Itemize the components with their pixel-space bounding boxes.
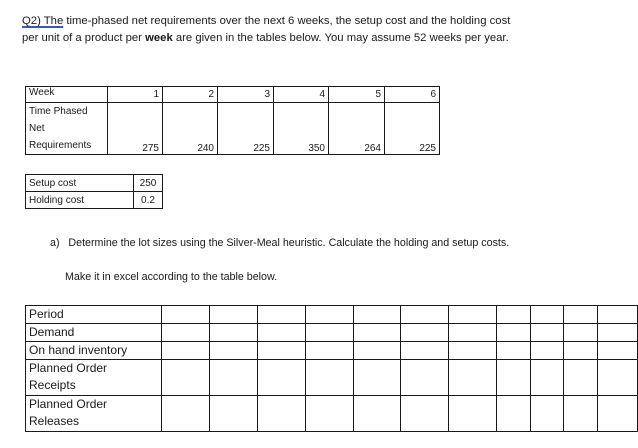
empty-cell	[597, 396, 637, 432]
setup-cost-row	[26, 175, 163, 192]
requirements-label-line: Time Phased	[29, 106, 88, 117]
empty-cell	[257, 396, 305, 432]
instruction-text: Make it in excel according to the table below.	[65, 271, 278, 283]
requirement-cell: 225	[218, 103, 274, 155]
releases-label-line: Releases	[29, 414, 80, 428]
requirements-label-line: Net	[29, 123, 45, 134]
empty-cell	[162, 360, 210, 396]
week-cell: 6	[385, 87, 440, 103]
empty-cell	[401, 306, 449, 324]
empty-cell	[353, 324, 401, 342]
cost-table	[25, 174, 163, 209]
empty-cell	[530, 342, 564, 360]
week-cell: 2	[163, 87, 218, 103]
empty-cell	[305, 324, 353, 342]
week-label: Week	[26, 87, 108, 103]
releases-row	[26, 396, 638, 432]
question-text	[22, 13, 622, 47]
empty-cell	[210, 342, 258, 360]
holding-cost-value: 0.2	[134, 192, 163, 209]
empty-cell	[257, 306, 305, 324]
period-row	[26, 306, 638, 324]
empty-cell	[497, 306, 531, 324]
empty-cell	[564, 324, 598, 342]
on-hand-label: On hand inventory	[26, 342, 162, 360]
empty-cell	[530, 324, 564, 342]
holding-cost-row	[26, 192, 163, 209]
empty-cell	[257, 342, 305, 360]
question-line-1-text: time-phased net requirements over the next 6 weeks, the setup cost and the holding cost	[63, 15, 511, 27]
empty-cell	[210, 306, 258, 324]
empty-cell	[401, 324, 449, 342]
empty-cell	[353, 396, 401, 432]
question-line-2-end: are given in the tables below. You may assume 52 weeks per year.	[172, 32, 509, 44]
week-cell: 4	[274, 87, 329, 103]
week-cell: 1	[108, 87, 163, 103]
receipts-label-line: Planned Order	[29, 361, 108, 375]
empty-cell	[597, 324, 637, 342]
empty-cell	[564, 306, 598, 324]
empty-cell	[257, 360, 305, 396]
empty-cell	[305, 342, 353, 360]
empty-cell	[257, 324, 305, 342]
requirement-cell: 264	[329, 103, 385, 155]
empty-cell	[162, 396, 210, 432]
requirements-row	[26, 103, 440, 155]
empty-cell	[530, 306, 564, 324]
empty-cell	[449, 360, 497, 396]
week-cell: 3	[218, 87, 274, 103]
empty-cell	[597, 360, 637, 396]
requirement-cell: 350	[274, 103, 329, 155]
empty-cell	[162, 342, 210, 360]
empty-cell	[449, 324, 497, 342]
empty-cell	[401, 360, 449, 396]
empty-cell	[530, 396, 564, 432]
requirement-cell: 240	[163, 103, 218, 155]
empty-cell	[497, 360, 531, 396]
question-line-2	[22, 30, 622, 47]
period-label: Period	[26, 306, 162, 324]
setup-cost-label: Setup cost	[26, 175, 134, 192]
requirement-cell: 225	[385, 103, 440, 155]
question-line-2-start: per unit of a product per	[22, 32, 146, 44]
empty-cell	[597, 306, 637, 324]
empty-cell	[497, 396, 531, 432]
question-number: Q2) The	[22, 15, 64, 27]
demand-label: Demand	[26, 324, 162, 342]
week-cell: 5	[329, 87, 385, 103]
empty-cell	[497, 342, 531, 360]
requirements-table	[25, 86, 440, 155]
planning-table	[25, 305, 638, 432]
empty-cell	[162, 324, 210, 342]
question-line-1	[22, 13, 622, 30]
empty-cell	[353, 342, 401, 360]
empty-cell	[401, 396, 449, 432]
requirements-label	[26, 103, 108, 155]
holding-cost-label: Holding cost	[26, 192, 134, 209]
empty-cell	[401, 342, 449, 360]
setup-cost-value: 250	[134, 175, 163, 192]
demand-row	[26, 324, 638, 342]
empty-cell	[449, 306, 497, 324]
receipts-label	[26, 360, 162, 396]
week-row	[26, 87, 440, 103]
empty-cell	[210, 396, 258, 432]
releases-label-line: Planned Order	[29, 397, 108, 411]
empty-cell	[210, 360, 258, 396]
question-bold-word: week	[145, 32, 173, 44]
empty-cell	[497, 324, 531, 342]
empty-cell	[353, 306, 401, 324]
empty-cell	[449, 396, 497, 432]
empty-cell	[162, 306, 210, 324]
receipts-label-line: Receipts	[29, 378, 76, 392]
requirement-cell: 275	[108, 103, 163, 155]
empty-cell	[564, 342, 598, 360]
empty-cell	[449, 342, 497, 360]
empty-cell	[353, 360, 401, 396]
empty-cell	[305, 396, 353, 432]
empty-cell	[597, 342, 637, 360]
releases-label	[26, 396, 162, 432]
empty-cell	[305, 360, 353, 396]
empty-cell	[305, 306, 353, 324]
empty-cell	[530, 360, 564, 396]
empty-cell	[564, 396, 598, 432]
empty-cell	[210, 324, 258, 342]
on-hand-row	[26, 342, 638, 360]
requirements-label-line: Requirements	[29, 140, 92, 151]
task-text: a) Determine the lot sizes using the Silver-Meal heuristic. Calculate the holding and setup costs.	[50, 237, 510, 249]
receipts-row	[26, 360, 638, 396]
empty-cell	[564, 360, 598, 396]
